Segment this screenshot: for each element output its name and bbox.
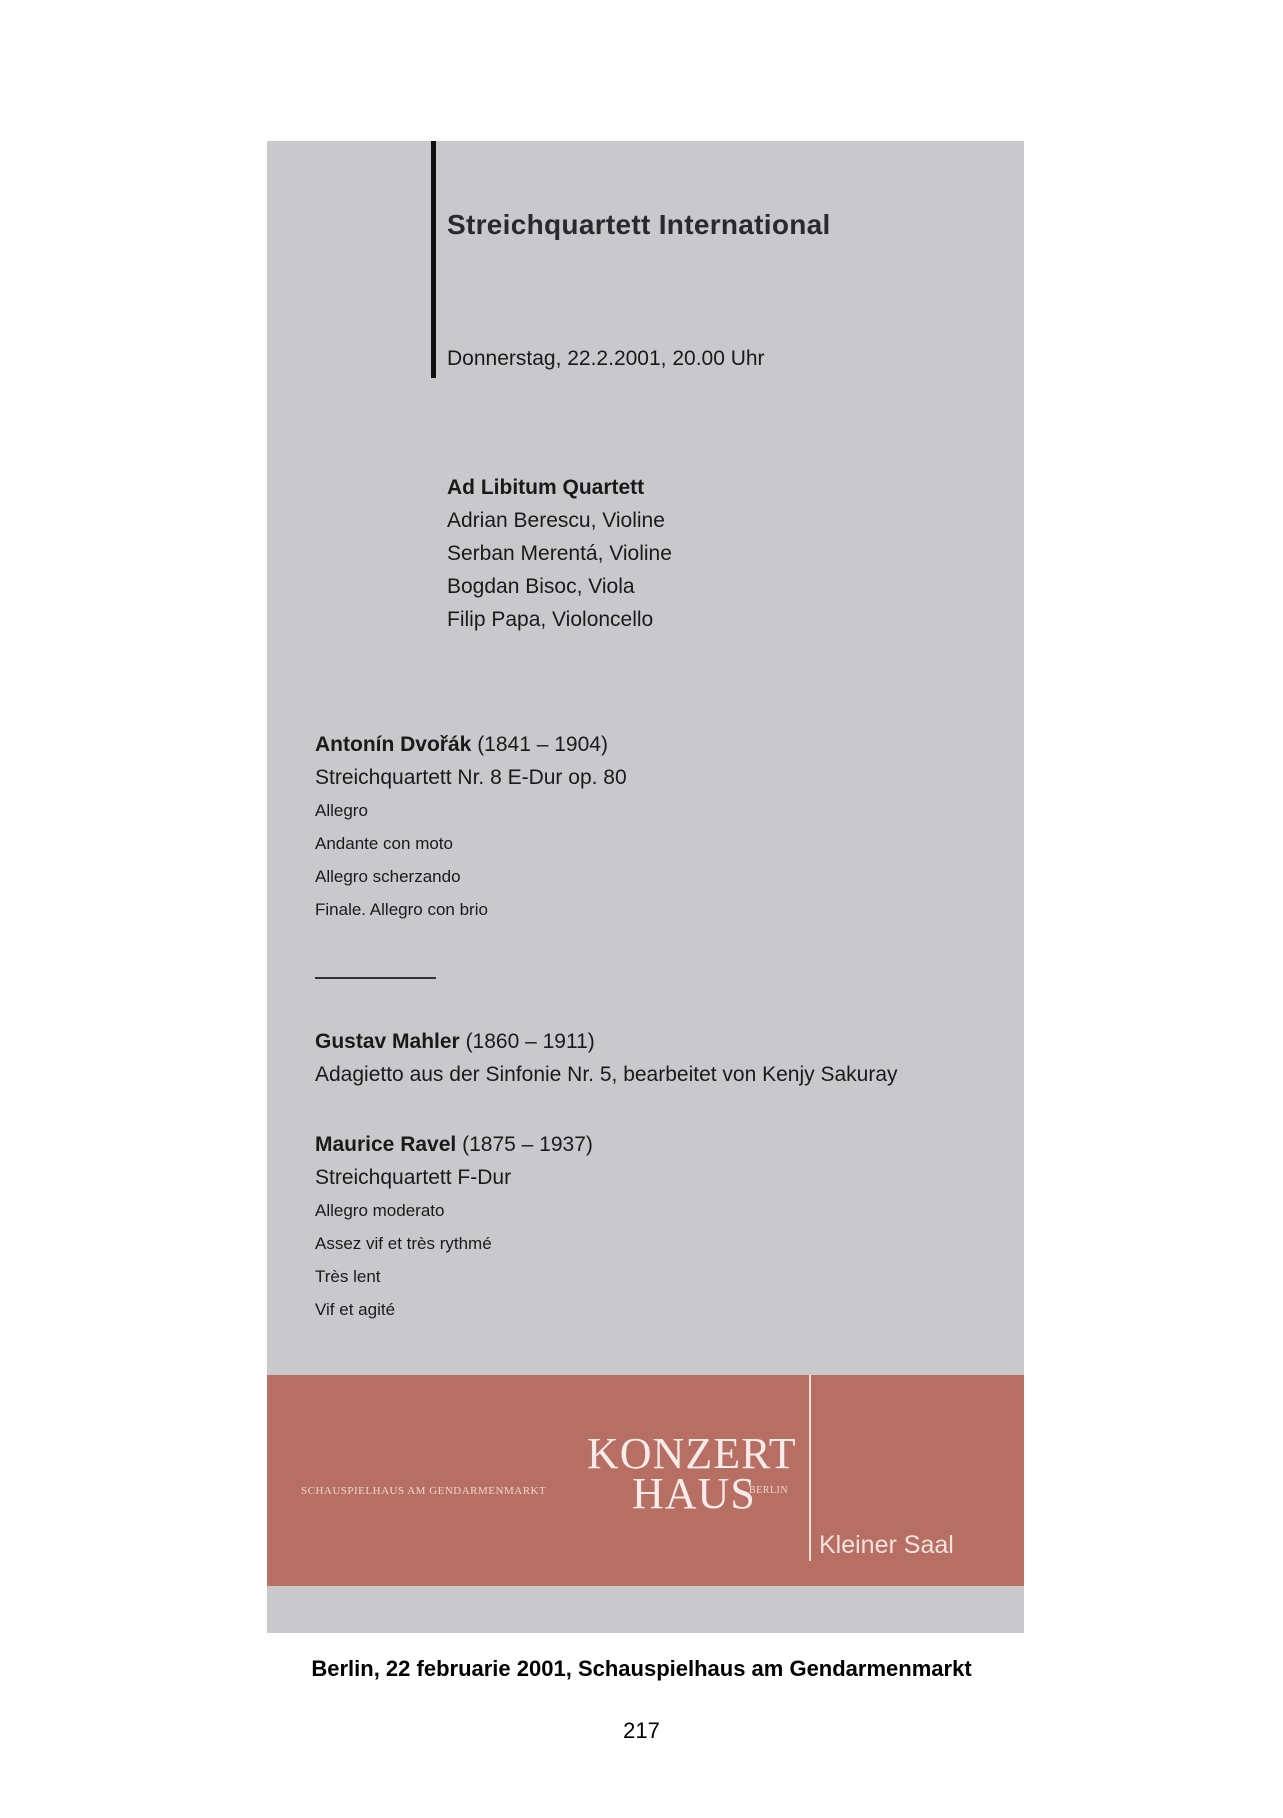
work-mahler <box>315 1025 898 1091</box>
composer-years: (1860 – 1911) <box>465 1030 595 1053</box>
work-title: Adagietto aus der Sinfonie Nr. 5, bearbeitet von Kenjy Sakuray <box>315 1063 898 1086</box>
concert-datetime: Donnerstag, 22.2.2001, 20.00 Uhr <box>447 347 765 370</box>
konzerthaus-logo-top: KONZERT <box>587 1429 797 1478</box>
page-number: 217 <box>623 1718 660 1743</box>
venue-label: Kleiner Saal <box>819 1531 954 1559</box>
movement: Vif et agité <box>315 1300 396 1319</box>
title-accent-bar <box>431 141 436 378</box>
ensemble-name: Ad Libitum Quartett <box>447 476 645 499</box>
ensemble-block <box>447 471 672 636</box>
band-divider <box>809 1375 811 1561</box>
work-heading <box>315 728 627 761</box>
ensemble-member: Bogdan Bisoc, Viola <box>447 575 635 598</box>
figure-caption: Berlin, 22 februarie 2001, Schauspielhaus am Gendarmenmarkt <box>311 1656 972 1681</box>
work-heading <box>315 1025 898 1058</box>
konzerthaus-logo-city: BERLIN <box>749 1485 789 1496</box>
band-subtitle: SCHAUSPIELHAUS AM GENDARMENMARKT <box>301 1485 547 1497</box>
composer-years: (1841 – 1904) <box>477 733 608 756</box>
movement: Allegro scherzando <box>315 867 461 886</box>
composer-years: (1875 – 1937) <box>462 1133 593 1156</box>
program-title: Streichquartett International <box>447 209 831 240</box>
movement: Andante con moto <box>315 834 453 853</box>
ensemble-member: Serban Merentá, Violine <box>447 542 672 565</box>
composer-name: Gustav Mahler <box>315 1030 460 1053</box>
composer-name: Maurice Ravel <box>315 1133 457 1156</box>
movement: Allegro <box>315 801 368 820</box>
composer-name: Antonín Dvořák <box>315 733 472 756</box>
program-scan <box>267 141 1024 1633</box>
movement: Allegro moderato <box>315 1201 445 1220</box>
ensemble-member: Filip Papa, Violoncello <box>447 608 654 631</box>
work-dvorak <box>315 728 627 926</box>
movement: Très lent <box>315 1267 381 1286</box>
intermission-rule <box>315 977 436 979</box>
work-heading <box>315 1128 593 1161</box>
konzerthaus-band <box>267 1375 1024 1586</box>
movement: Assez vif et très rythmé <box>315 1234 492 1253</box>
work-ravel <box>315 1128 593 1326</box>
work-title: Streichquartett Nr. 8 E-Dur op. 80 <box>315 766 627 789</box>
konzerthaus-logo-bottom: HAUS <box>632 1469 756 1518</box>
work-title: Streichquartett F-Dur <box>315 1166 512 1189</box>
ensemble-member: Adrian Berescu, Violine <box>447 509 665 532</box>
movement: Finale. Allegro con brio <box>315 900 488 919</box>
